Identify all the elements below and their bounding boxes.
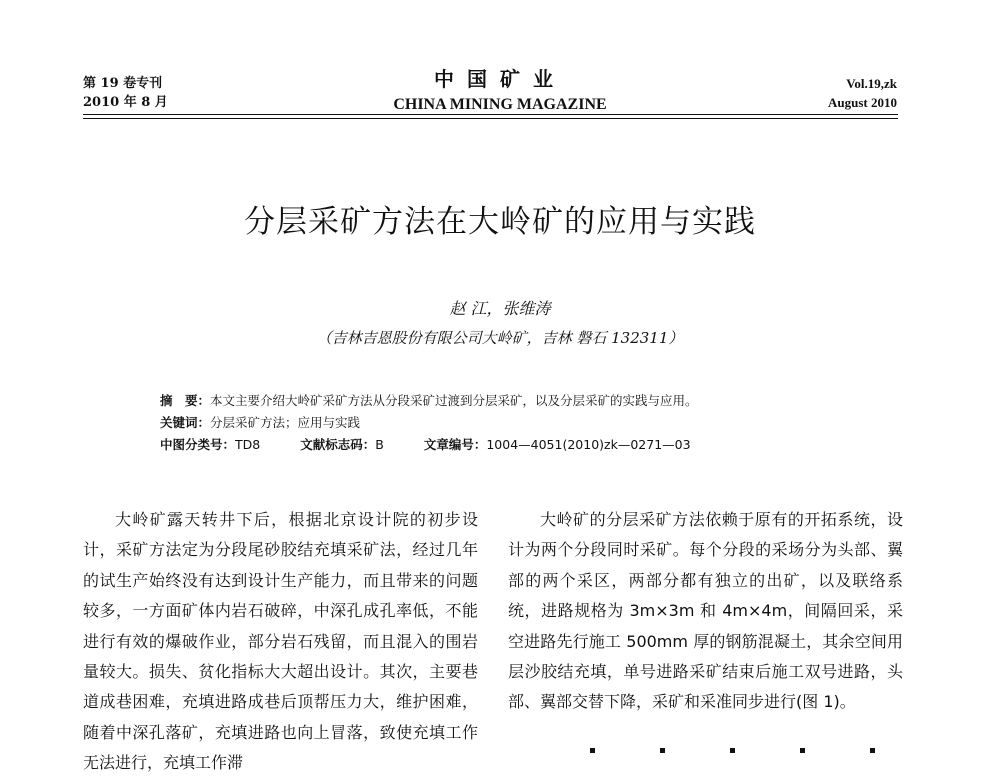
body-column-right <box>508 505 903 718</box>
article-number-value: 1004—4051(2010)zk—0271—03 <box>486 437 691 452</box>
journal-issue-info <box>83 74 168 112</box>
clc-value: TD8 <box>235 437 261 452</box>
figure-mark <box>800 748 805 753</box>
author-affiliation: （吉林吉恩股份有限公司大岭矿，吉林 磐石 132311） <box>316 329 684 347</box>
abstract-text: 本文主要介绍大岭矿采矿方法从分段采矿过渡到分层采矿，以及分层采矿的实践与应用。 <box>210 393 698 408</box>
article-number-label: 文章编号： <box>423 437 487 452</box>
clc-label: 中图分类号： <box>160 437 236 452</box>
figure-mark <box>870 748 875 753</box>
body-column-left <box>83 505 478 779</box>
classification-line <box>160 434 698 456</box>
abstract-line <box>160 390 698 412</box>
figure-mark <box>730 748 735 753</box>
journal-name-chinese: 中国矿业 <box>434 67 566 91</box>
journal-name <box>330 66 670 116</box>
article-authors: 赵 江，张维涛 <box>449 299 551 318</box>
figure-mark <box>660 748 665 753</box>
journal-volume-info <box>828 74 897 112</box>
volume-en: Vol.19,zk <box>846 76 897 91</box>
article-title: 分层采矿方法在大岭矿的应用与实践 <box>244 204 756 240</box>
journal-name-english: CHINA MINING MAGAZINE <box>393 96 607 113</box>
keywords-text: 分层采矿方法；应用与实践 <box>210 415 361 430</box>
header-rule-thin <box>83 118 898 119</box>
body-paragraph: 大岭矿露天转井下后，根据北京设计院的初步设计，采矿方法定为分段尾砂胶结充填采矿法，经过几年的试生产始终没有达到设计生产能力，而且带来的问题较多，一方面矿体内岩石破碎，中深孔成孔率低，不能进行有效的爆破作业，部分岩石残留，而且混入的围岩量较大。损失、贫化指标大大超出设计。其次，主要巷道成巷困难，充填进路成巷后顶帮压力大，维护困难，随着中深孔落矿，充填进路也向上冒落，致使充填工作无法进行，充填工作滞 <box>83 510 478 773</box>
header-rule-thick <box>83 114 898 115</box>
doc-code-value: B <box>375 437 384 452</box>
keywords-label: 关键词： <box>160 415 211 430</box>
keywords-line <box>160 412 698 434</box>
date-en: August 2010 <box>828 95 897 110</box>
figure-mark <box>590 748 595 753</box>
volume-label: 第 19 卷专刊 <box>83 76 163 91</box>
figure-top-fragment <box>590 748 890 760</box>
article-metadata <box>160 390 698 456</box>
body-paragraph: 大岭矿的分层采矿方法依赖于原有的开拓系统，设计为两个分段同时采矿。每个分段的采场分为头部、翼部的两个采区，两部分都有独立的出矿，以及联络系统，进路规格为 3m×3m 和 4m×4m，间隔回采，采空进路先行施工 500mm 厚的钢筋混凝土，其余空间用层沙胶结充填，单号进路采矿结束后施工双号进路，头部、翼部交替下降，采矿和采准同步进行(图 1)。 <box>508 510 903 712</box>
abstract-label: 摘 要： <box>160 393 211 408</box>
doc-code-label: 文献标志码： <box>300 437 376 452</box>
issue-date: 2010 年 8 月 <box>83 95 168 110</box>
